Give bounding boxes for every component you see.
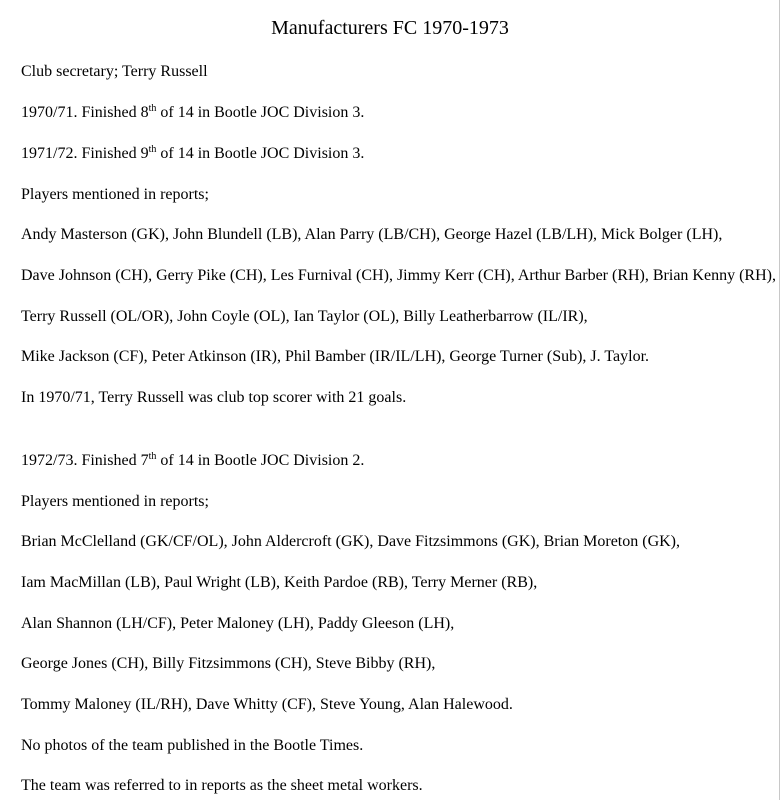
result-text: Finished 8 [77,104,149,121]
season-label: 1971/72. [21,145,78,162]
season-1971-72-result [21,144,364,164]
result-text-end: of 14 in Bootle JOC Division 3. [156,104,365,121]
player-list-line: Dave Johnson (CH), Gerry Pike (CH), Les Furnival (CH), Jimmy Kerr (CH), Arthur Barber (RH), Brian Kenny (RH), [21,267,776,284]
closing-note: The team was referred to in reports as the sheet metal workers. [21,777,423,794]
result-text: Finished 7 [77,452,149,469]
player-list-line: George Jones (CH), Billy Fitzsimmons (CH), Steve Bibby (RH), [21,655,436,672]
player-list-line: Andy Masterson (GK), John Blundell (LB), Alan Parry (LB/CH), George Hazel (LB/LH), Mick Bolger (LH), [21,226,723,243]
page-title: Manufacturers FC 1970-1973 [271,17,509,39]
ordinal-suffix: th [148,451,157,462]
result-text-end: of 14 in Bootle JOC Division 3. [156,145,365,162]
top-scorer-note: In 1970/71, Terry Russell was club top scorer with 21 goals. [21,389,407,406]
ordinal-suffix: th [148,144,157,155]
player-list-line: Mike Jackson (CF), Peter Atkinson (IR), Phil Bamber (IR/IL/LH), George Turner (Sub), J. Taylor. [21,348,650,365]
player-list-line: Alan Shannon (LH/CF), Peter Maloney (LH), Paddy Gleeson (LH), [21,615,455,632]
season-label: 1972/73. [21,452,78,469]
season-label: 1970/71. [21,104,78,121]
result-text-end: of 14 in Bootle JOC Division 2. [156,452,365,469]
player-list-line: Brian McClelland (GK/CF/OL), John Aldercroft (GK), Dave Fitzsimmons (GK), Brian Moreton (GK), [21,533,680,550]
player-list-line: Iam MacMillan (LB), Paul Wright (LB), Keith Pardoe (RB), Terry Merner (RB), [21,574,538,591]
players-heading-1970-72: Players mentioned in reports; [21,186,209,203]
season-1972-73-result [21,451,364,471]
ordinal-suffix: th [148,103,157,114]
club-secretary: Club secretary; Terry Russell [21,63,208,80]
season-1970-71-result [21,103,364,123]
player-list-line: Tommy Maloney (IL/RH), Dave Whitty (CF), Steve Young, Alan Halewood. [21,696,513,713]
players-heading-1972-73: Players mentioned in reports; [21,493,209,510]
result-text: Finished 9 [77,145,149,162]
player-list-line: Terry Russell (OL/OR), John Coyle (OL), Ian Taylor (OL), Billy Leatherbarrow (IL/IR), [21,308,588,325]
photos-note: No photos of the team published in the Bootle Times. [21,737,364,754]
